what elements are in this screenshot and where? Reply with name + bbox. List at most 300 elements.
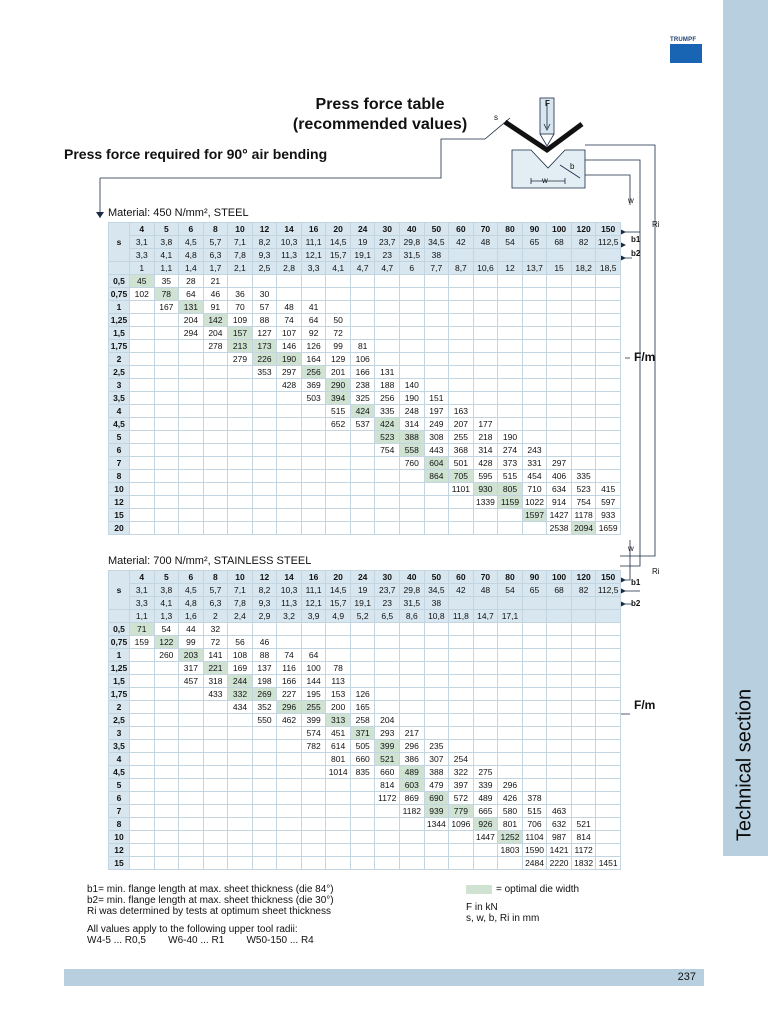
ri-header-cell: 4,1 bbox=[326, 262, 351, 275]
force-cell bbox=[473, 314, 498, 327]
force-cell bbox=[424, 340, 449, 353]
force-cell bbox=[301, 457, 326, 470]
ri-header-cell: 8,6 bbox=[400, 610, 425, 623]
force-cell: 48 bbox=[277, 301, 302, 314]
b2-header-cell bbox=[522, 249, 547, 262]
w-header-cell: 24 bbox=[350, 223, 375, 236]
force-cell bbox=[179, 392, 204, 405]
force-cell: 451 bbox=[326, 727, 351, 740]
force-cell bbox=[203, 714, 228, 727]
force-cell: 705 bbox=[449, 470, 474, 483]
ri-header-cell: 4,9 bbox=[326, 610, 351, 623]
force-cell bbox=[350, 805, 375, 818]
force-cell: 81 bbox=[350, 340, 375, 353]
force-cell bbox=[547, 431, 572, 444]
force-cell bbox=[228, 470, 253, 483]
force-cell bbox=[547, 727, 572, 740]
force-cell bbox=[350, 275, 375, 288]
force-cell: 1447 bbox=[473, 831, 498, 844]
b2-header-cell: 19,1 bbox=[350, 249, 375, 262]
force-cell: 424 bbox=[350, 405, 375, 418]
force-cell bbox=[179, 405, 204, 418]
force-cell bbox=[571, 314, 596, 327]
force-cell: 801 bbox=[326, 753, 351, 766]
force-cell: 368 bbox=[449, 444, 474, 457]
force-cell: 99 bbox=[326, 340, 351, 353]
force-cell: 331 bbox=[522, 457, 547, 470]
force-cell: 157 bbox=[228, 327, 253, 340]
force-cell bbox=[498, 649, 523, 662]
force-cell bbox=[400, 701, 425, 714]
force-cell bbox=[522, 301, 547, 314]
force-cell: 454 bbox=[522, 470, 547, 483]
force-cell: 36 bbox=[228, 288, 253, 301]
force-cell bbox=[424, 496, 449, 509]
force-cell: 137 bbox=[252, 662, 277, 675]
force-cell: 290 bbox=[326, 379, 351, 392]
ri-header-cell: 2,4 bbox=[228, 610, 253, 623]
force-cell bbox=[596, 688, 621, 701]
force-cell bbox=[522, 662, 547, 675]
force-cell bbox=[179, 457, 204, 470]
ri-header-cell: 4,7 bbox=[350, 262, 375, 275]
b1-header-cell: 34,5 bbox=[424, 236, 449, 249]
force-cell: 665 bbox=[473, 805, 498, 818]
force-cell: 489 bbox=[400, 766, 425, 779]
force-cell bbox=[375, 275, 400, 288]
force-cell bbox=[228, 831, 253, 844]
force-cell bbox=[154, 457, 179, 470]
force-cell bbox=[400, 714, 425, 727]
force-cell bbox=[375, 340, 400, 353]
force-cell bbox=[130, 301, 155, 314]
force-cell bbox=[277, 483, 302, 496]
force-cell bbox=[203, 792, 228, 805]
force-cell bbox=[154, 727, 179, 740]
force-cell bbox=[547, 714, 572, 727]
force-cell bbox=[252, 431, 277, 444]
force-cell bbox=[252, 444, 277, 457]
b1-header-cell: 4,5 bbox=[179, 584, 204, 597]
force-cell: 131 bbox=[179, 301, 204, 314]
force-cell bbox=[522, 379, 547, 392]
b2-header-cell: 38 bbox=[424, 249, 449, 262]
force-cell: 99 bbox=[179, 636, 204, 649]
dim-w-label: w bbox=[628, 196, 634, 205]
b2-header-cell: 11,3 bbox=[277, 249, 302, 262]
force-cell bbox=[130, 675, 155, 688]
force-cell bbox=[350, 288, 375, 301]
force-cell bbox=[203, 444, 228, 457]
force-cell bbox=[179, 470, 204, 483]
b2-header-cell bbox=[547, 249, 572, 262]
b2-header-cell: 7,8 bbox=[228, 597, 253, 610]
force-cell bbox=[301, 496, 326, 509]
force-cell bbox=[277, 470, 302, 483]
force-cell: 939 bbox=[424, 805, 449, 818]
force-cell bbox=[498, 740, 523, 753]
force-cell bbox=[498, 366, 523, 379]
force-cell: 394 bbox=[326, 392, 351, 405]
force-cell bbox=[203, 857, 228, 870]
table-row bbox=[109, 392, 621, 405]
force-cell: 74 bbox=[277, 314, 302, 327]
w-header-cell: 5 bbox=[154, 571, 179, 584]
force-cell bbox=[596, 327, 621, 340]
force-cell: 1178 bbox=[571, 509, 596, 522]
legend: = optimal die width F in kN s, w, b, Ri in mm bbox=[466, 884, 580, 924]
force-cell bbox=[400, 675, 425, 688]
w-header-cell: 16 bbox=[301, 571, 326, 584]
force-cell bbox=[277, 805, 302, 818]
force-cell: 190 bbox=[400, 392, 425, 405]
b2-header-cell bbox=[547, 597, 572, 610]
table-row bbox=[109, 301, 621, 314]
force-cell bbox=[571, 701, 596, 714]
force-cell bbox=[473, 623, 498, 636]
force-cell bbox=[596, 288, 621, 301]
force-cell bbox=[596, 805, 621, 818]
force-cell: 632 bbox=[547, 818, 572, 831]
force-cell: 930 bbox=[473, 483, 498, 496]
force-cell bbox=[203, 509, 228, 522]
force-cell bbox=[375, 818, 400, 831]
force-cell: 869 bbox=[400, 792, 425, 805]
w-header-cell: 70 bbox=[473, 223, 498, 236]
force-cell bbox=[400, 509, 425, 522]
force-cell bbox=[498, 353, 523, 366]
b1-header-cell: 8,2 bbox=[252, 584, 277, 597]
b2-header-cell: 15,7 bbox=[326, 249, 351, 262]
thickness-cell: 8 bbox=[109, 470, 130, 483]
force-cell bbox=[522, 623, 547, 636]
force-cell: 88 bbox=[252, 649, 277, 662]
w-header-cell: 120 bbox=[571, 571, 596, 584]
force-cell bbox=[571, 379, 596, 392]
force-cell bbox=[571, 714, 596, 727]
force-cell: 213 bbox=[228, 340, 253, 353]
w-header-cell: 30 bbox=[375, 223, 400, 236]
w-header-cell: 4 bbox=[130, 571, 155, 584]
brand-text: TRUMPF bbox=[670, 37, 697, 43]
table-row bbox=[109, 457, 621, 470]
force-cell bbox=[154, 818, 179, 831]
force-per-meter-label: F/m bbox=[634, 350, 656, 364]
force-cell: 521 bbox=[375, 753, 400, 766]
force-cell: 371 bbox=[350, 727, 375, 740]
force-cell bbox=[498, 327, 523, 340]
force-cell: 754 bbox=[375, 444, 400, 457]
thickness-cell: 3,5 bbox=[109, 392, 130, 405]
force-cell bbox=[596, 818, 621, 831]
w-header-cell: 40 bbox=[400, 223, 425, 236]
force-cell bbox=[130, 714, 155, 727]
b1-header-cell: 54 bbox=[498, 584, 523, 597]
force-cell bbox=[473, 522, 498, 535]
force-cell bbox=[473, 675, 498, 688]
force-cell bbox=[301, 831, 326, 844]
force-cell bbox=[424, 327, 449, 340]
force-cell bbox=[424, 714, 449, 727]
b1-header-cell: 14,5 bbox=[326, 236, 351, 249]
force-cell bbox=[522, 649, 547, 662]
force-cell bbox=[130, 779, 155, 792]
force-cell bbox=[473, 714, 498, 727]
force-cell bbox=[301, 418, 326, 431]
force-cell bbox=[596, 753, 621, 766]
force-cell bbox=[424, 379, 449, 392]
force-cell: 296 bbox=[498, 779, 523, 792]
force-cell bbox=[473, 405, 498, 418]
force-cell bbox=[228, 844, 253, 857]
force-cell: 1421 bbox=[547, 844, 572, 857]
force-cell bbox=[498, 509, 523, 522]
force-cell bbox=[449, 275, 474, 288]
force-cell bbox=[203, 431, 228, 444]
force-cell bbox=[154, 327, 179, 340]
force-cell bbox=[130, 688, 155, 701]
force-cell: 308 bbox=[424, 431, 449, 444]
force-cell: 45 bbox=[130, 275, 155, 288]
force-cell bbox=[154, 753, 179, 766]
force-cell bbox=[547, 662, 572, 675]
b2-header-cell: 4,1 bbox=[154, 597, 179, 610]
force-cell: 129 bbox=[326, 353, 351, 366]
w-header-cell: 50 bbox=[424, 571, 449, 584]
force-cell: 987 bbox=[547, 831, 572, 844]
force-cell: 1022 bbox=[522, 496, 547, 509]
force-cell bbox=[301, 818, 326, 831]
w-header-cell: 6 bbox=[179, 571, 204, 584]
ri-header-cell: 8,7 bbox=[449, 262, 474, 275]
b2-header-cell: 7,8 bbox=[228, 249, 253, 262]
force-cell bbox=[277, 405, 302, 418]
b2-header-cell: 31,5 bbox=[400, 597, 425, 610]
thickness-cell: 15 bbox=[109, 509, 130, 522]
force-cell bbox=[252, 831, 277, 844]
force-cell: 1597 bbox=[522, 509, 547, 522]
force-cell bbox=[400, 288, 425, 301]
force-cell bbox=[301, 623, 326, 636]
force-cell bbox=[547, 444, 572, 457]
force-cell bbox=[301, 288, 326, 301]
force-cell bbox=[252, 779, 277, 792]
force-cell: 814 bbox=[571, 831, 596, 844]
force-cell bbox=[375, 509, 400, 522]
b2-header-cell: 4,1 bbox=[154, 249, 179, 262]
force-cell: 462 bbox=[277, 714, 302, 727]
table-row bbox=[109, 483, 621, 496]
force-cell bbox=[203, 496, 228, 509]
force-cell: 1427 bbox=[547, 509, 572, 522]
table-row bbox=[109, 444, 621, 457]
force-cell: 505 bbox=[350, 740, 375, 753]
force-cell: 173 bbox=[252, 340, 277, 353]
force-cell bbox=[449, 366, 474, 379]
force-cell bbox=[228, 379, 253, 392]
force-cell: 235 bbox=[424, 740, 449, 753]
force-cell bbox=[424, 301, 449, 314]
force-cell: 204 bbox=[203, 327, 228, 340]
force-cell bbox=[326, 483, 351, 496]
force-cell bbox=[400, 857, 425, 870]
force-cell bbox=[252, 483, 277, 496]
force-cell bbox=[179, 444, 204, 457]
force-cell bbox=[179, 701, 204, 714]
force-cell bbox=[277, 623, 302, 636]
force-cell bbox=[596, 301, 621, 314]
force-cell bbox=[424, 483, 449, 496]
force-cell: 217 bbox=[400, 727, 425, 740]
force-cell: 537 bbox=[350, 418, 375, 431]
force-cell: 782 bbox=[301, 740, 326, 753]
b1-header-cell: 65 bbox=[522, 236, 547, 249]
force-cell: 914 bbox=[547, 496, 572, 509]
force-cell bbox=[326, 636, 351, 649]
force-cell: 489 bbox=[473, 792, 498, 805]
force-cell: 153 bbox=[326, 688, 351, 701]
force-label: F bbox=[545, 99, 550, 108]
force-cell bbox=[424, 727, 449, 740]
force-cell bbox=[424, 649, 449, 662]
force-cell: 169 bbox=[228, 662, 253, 675]
thickness-cell: 12 bbox=[109, 496, 130, 509]
force-cell: 706 bbox=[522, 818, 547, 831]
b1-header-cell: 112,5 bbox=[597, 236, 619, 247]
w-header-cell: 80 bbox=[498, 223, 523, 236]
force-cell: 190 bbox=[277, 353, 302, 366]
force-cell: 106 bbox=[350, 353, 375, 366]
force-cell bbox=[547, 701, 572, 714]
force-cell bbox=[473, 688, 498, 701]
force-cell bbox=[301, 844, 326, 857]
force-cell: 164 bbox=[301, 353, 326, 366]
force-cell bbox=[522, 740, 547, 753]
force-cell bbox=[228, 366, 253, 379]
ri-header-cell: 17,1 bbox=[498, 610, 523, 623]
force-cell bbox=[498, 379, 523, 392]
force-cell: 200 bbox=[326, 701, 351, 714]
force-cell bbox=[547, 314, 572, 327]
force-cell bbox=[375, 831, 400, 844]
force-cell bbox=[596, 675, 621, 688]
b2-header-cell: 23 bbox=[375, 597, 400, 610]
force-cell: 2484 bbox=[522, 857, 547, 870]
force-cell bbox=[498, 753, 523, 766]
force-cell bbox=[154, 662, 179, 675]
force-cell: 515 bbox=[522, 805, 547, 818]
b1-header-cell: 42 bbox=[449, 584, 474, 597]
force-cell bbox=[596, 366, 621, 379]
force-cell bbox=[473, 857, 498, 870]
force-cell: 109 bbox=[228, 314, 253, 327]
force-cell: 102 bbox=[130, 288, 155, 301]
force-cell bbox=[498, 766, 523, 779]
ri-header-cell: 2,1 bbox=[228, 262, 253, 275]
force-cell bbox=[203, 470, 228, 483]
force-cell bbox=[522, 275, 547, 288]
force-cell bbox=[179, 766, 204, 779]
b2-header-cell: 4,8 bbox=[179, 249, 204, 262]
force-cell bbox=[547, 688, 572, 701]
force-cell bbox=[571, 457, 596, 470]
b1-header-cell: 82 bbox=[571, 584, 596, 597]
force-cell bbox=[498, 701, 523, 714]
force-cell bbox=[473, 844, 498, 857]
force-cell bbox=[326, 779, 351, 792]
b1-header-cell: 19 bbox=[350, 236, 375, 249]
force-cell: 428 bbox=[473, 457, 498, 470]
force-cell bbox=[130, 844, 155, 857]
force-cell bbox=[326, 844, 351, 857]
force-cell: 317 bbox=[179, 662, 204, 675]
force-cell bbox=[326, 792, 351, 805]
force-cell: 57 bbox=[252, 301, 277, 314]
force-cell bbox=[277, 831, 302, 844]
force-cell bbox=[571, 275, 596, 288]
force-cell bbox=[301, 522, 326, 535]
force-cell bbox=[203, 353, 228, 366]
force-cell bbox=[571, 444, 596, 457]
force-cell bbox=[375, 496, 400, 509]
force-cell bbox=[596, 379, 621, 392]
dim-ri-label-2: Ri bbox=[652, 567, 660, 576]
force-cell bbox=[350, 509, 375, 522]
force-cell: 50 bbox=[326, 314, 351, 327]
table-row bbox=[109, 753, 621, 766]
force-cell bbox=[179, 379, 204, 392]
force-cell bbox=[473, 509, 498, 522]
force-cell bbox=[375, 688, 400, 701]
force-cell bbox=[375, 623, 400, 636]
table-row bbox=[109, 366, 621, 379]
table-row bbox=[109, 496, 621, 509]
table-row bbox=[109, 275, 621, 288]
table-row bbox=[109, 688, 621, 701]
force-cell bbox=[301, 753, 326, 766]
force-cell bbox=[547, 379, 572, 392]
force-cell bbox=[596, 740, 621, 753]
force-cell: 141 bbox=[203, 649, 228, 662]
force-cell: 56 bbox=[228, 636, 253, 649]
force-cell bbox=[571, 405, 596, 418]
force-cell bbox=[301, 792, 326, 805]
force-cell bbox=[277, 857, 302, 870]
force-cell bbox=[203, 379, 228, 392]
force-cell bbox=[350, 457, 375, 470]
force-cell bbox=[400, 623, 425, 636]
force-cell bbox=[154, 366, 179, 379]
force-cell bbox=[596, 623, 621, 636]
force-cell: 64 bbox=[301, 314, 326, 327]
force-cell bbox=[498, 636, 523, 649]
b2-header-cell bbox=[522, 597, 547, 610]
force-cell bbox=[179, 740, 204, 753]
table-row bbox=[109, 844, 621, 857]
force-cell: 221 bbox=[203, 662, 228, 675]
force-cell bbox=[522, 714, 547, 727]
force-cell: 144 bbox=[301, 675, 326, 688]
force-cell: 91 bbox=[203, 301, 228, 314]
force-cell bbox=[203, 405, 228, 418]
force-cell bbox=[571, 418, 596, 431]
thickness-cell: 0,75 bbox=[109, 636, 130, 649]
force-cell: 1339 bbox=[473, 496, 498, 509]
force-cell bbox=[228, 496, 253, 509]
force-cell bbox=[277, 792, 302, 805]
force-cell: 46 bbox=[252, 636, 277, 649]
force-cell: 113 bbox=[326, 675, 351, 688]
